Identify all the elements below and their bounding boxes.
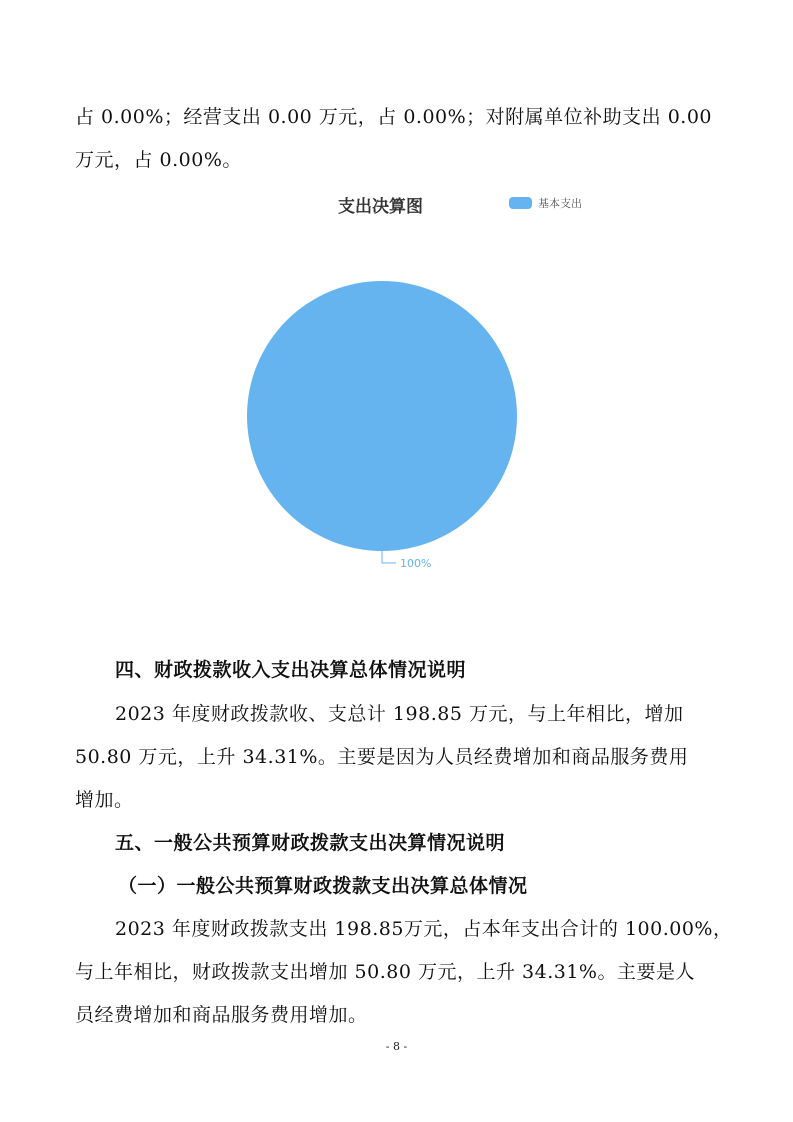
chart-title: 支出决算图	[338, 197, 423, 217]
section-heading: 五、一般公共预算财政拨款支出决算情况说明	[115, 832, 506, 854]
paragraph-line: 员经费增加和商品服务费用增加。	[75, 1004, 368, 1026]
legend-swatch	[509, 197, 532, 209]
chart-legend	[509, 195, 582, 211]
paragraph-line: 与上年相比，财政拨款支出增加 50.80 万元，上升 34.31%。主要是人	[75, 961, 695, 983]
paragraph-line: 占 0.00%；经营支出 0.00 万元，占 0.00%；对附属单位补助支出 0.00	[75, 106, 713, 128]
pie-slice-0	[247, 281, 517, 551]
legend-label: 基本支出	[538, 197, 582, 210]
paragraph-line: 万元，占 0.00%。	[75, 149, 242, 171]
paragraph-line: 增加。	[75, 789, 134, 811]
pie-data-label: 100%	[400, 557, 432, 570]
paragraph-line: 2023 年度财政拨款支出 198.85万元，占本年支出合计的 100.00%，	[115, 918, 733, 940]
pie-leader-line	[382, 551, 396, 563]
page-number: - 8 -	[385, 1040, 408, 1053]
paragraph-line: 50.80 万元，上升 34.31%。主要是因为人员经费增加和商品服务费用	[75, 746, 689, 768]
section-heading: 四、财政拨款收入支出决算总体情况说明	[115, 659, 467, 681]
subsection-heading: （一）一般公共预算财政拨款支出决算总体情况	[118, 875, 528, 897]
paragraph-line: 2023 年度财政拨款收、支总计 198.85 万元，与上年相比，增加	[115, 703, 684, 725]
